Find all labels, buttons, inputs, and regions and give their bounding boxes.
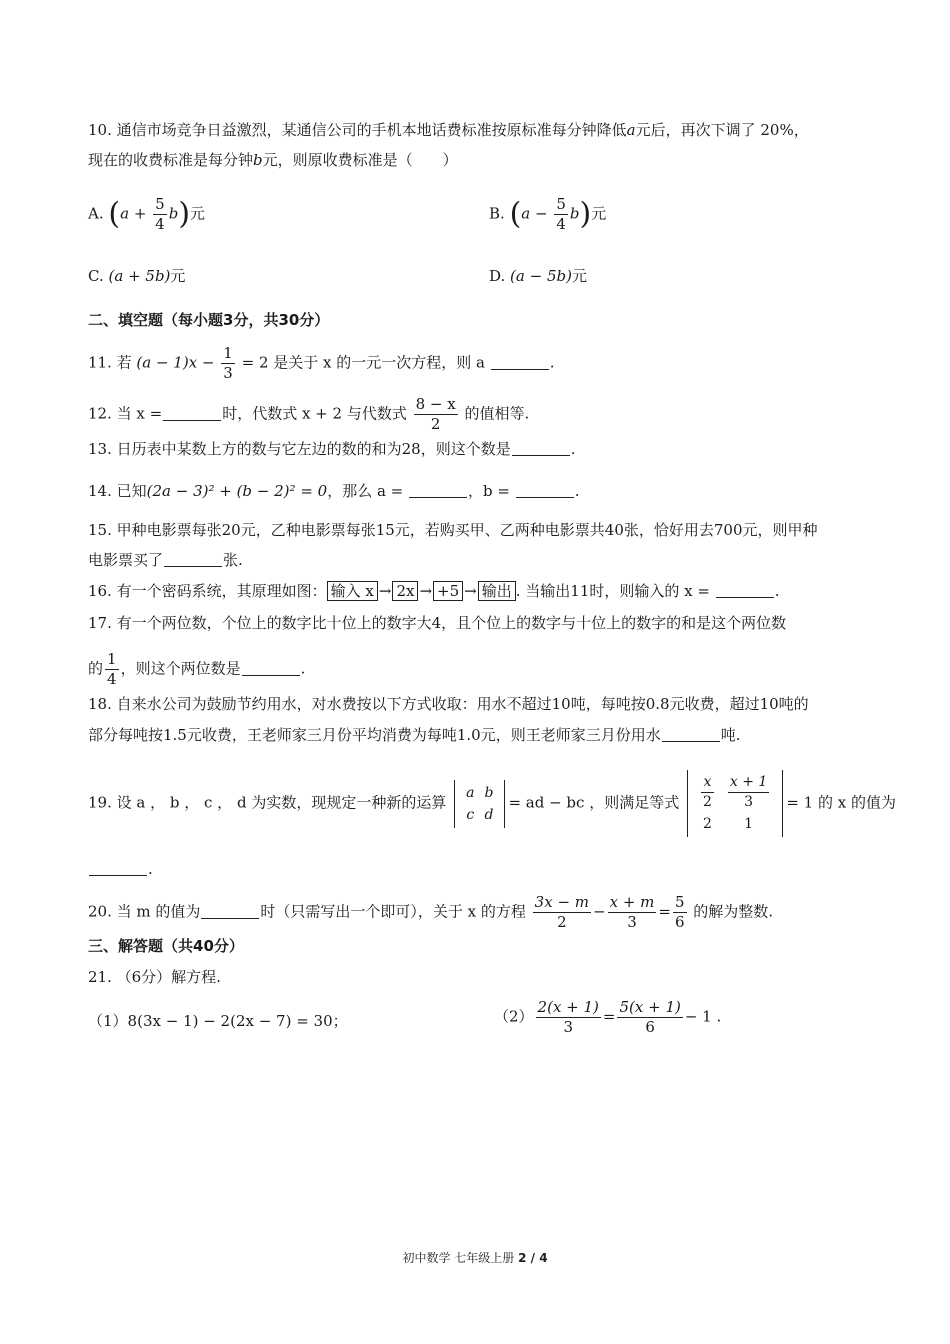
q10-option-a: A. (a + $\frac{5}{4}$ b)元 [88, 195, 206, 233]
page-number: 2 / 4 [518, 1251, 548, 1265]
q18-line1: 18. 自来水公司为鼓励节约用水，对水费按以下方式收取：用水不超过10吨，每吨按0.8元收费，超过10吨的 [88, 695, 809, 713]
flow-box-double: 2x [392, 581, 418, 601]
section-3-heading: 三、解答题（共40分） [88, 937, 244, 955]
q10-option-c: C. (a + 5b)元 [88, 267, 186, 285]
q17-line2: 的 $\frac{1}{4}$ ，则这个两位数是 . [88, 650, 306, 688]
q19-answer-line: . [88, 858, 153, 880]
q20-blank [201, 904, 259, 919]
q15-line1: 15. 甲种电影票每张20元，乙种电影票每张15元，若购买甲、乙两种电影票共40张，恰好用去700元，则甲种 [88, 521, 818, 539]
q13: 13. 日历表中某数上方的数与它左边的数的和为28，则这个数是 . [88, 440, 576, 458]
q21-part2: （2） $\frac{2(x + 1)}{3}$ = $\frac{5(x + 1)}{6}$ − 1 . [494, 998, 722, 1036]
footer-label: 初中数学 七年级上册 [402, 1251, 515, 1265]
arrow-right-icon: → [419, 582, 433, 600]
q13-blank [512, 441, 570, 456]
arrow-right-icon: → [378, 582, 392, 600]
q18-line2: 部分每吨按1.5元收费，王老师家三月份平均消费为每吨1.0元，则王老师家三月份用水 吨. [88, 726, 741, 744]
q12: 12. 当 x = 时，代数式 x + 2 与代数式 $\frac{8 - x}{2}$ 的值相等. [88, 395, 530, 433]
q16: 16. 有一个密码系统，其原理如图： 输入 x → 2x → +5 → 输出 . 当输出11时，则输入的 x = . [88, 582, 780, 600]
q14-blank-a [409, 483, 467, 498]
determinant-equation: $\frac{x}{2}$ $\frac{x + 1}{3}$ 2 1 [687, 770, 783, 837]
flow-box-output: 输出 [478, 581, 516, 601]
q15-line2: 电影票买了 张. [88, 551, 243, 569]
q12-blank [163, 406, 221, 421]
q17-line1: 17. 有一个两位数，个位上的数字比十位上的数字大4，且个位上的数字与十位上的数字的和是这个两位数 [88, 614, 787, 632]
q14: 14. 已知(2a − 3)² + (b − 2)² = 0，那么 a = ，b = . [88, 482, 580, 500]
q15-blank [164, 552, 222, 567]
q16-blank [716, 583, 774, 598]
q19-blank [89, 861, 147, 876]
q11: 11. 若 (a − 1)x − $\frac{1}{3}$ = 2 是关于 x 的一元一次方程，则 a . [88, 344, 555, 382]
determinant-definition: a b c d [454, 780, 505, 828]
q11-blank [491, 355, 549, 370]
q10-line1: 10. 通信市场竞争日益激烈，某通信公司的手机本地话费标准按原标准每分钟降低a元后，再次下调了 20%， [88, 121, 809, 139]
q10-line2: 现在的收费标准是每分钟b元，则原收费标准是（ ） [88, 151, 458, 169]
flow-box-input: 输入 x [327, 581, 378, 601]
q17-blank [242, 661, 300, 676]
q19: 19. 设 a ， b ， c ， d 为实数，现规定一种新的运算 a b c d = ad − bc ，则满足等式 $\frac{x}{2}$ $\frac{x + 1}{3}$ 2 1 = 1 的 x 的值为 [88, 770, 896, 837]
q14-blank-b [516, 483, 574, 498]
q18-blank [662, 727, 720, 742]
q10-option-d: D. (a − 5b)元 [489, 267, 587, 285]
q21-title: 21. （6分）解方程. [88, 968, 221, 986]
q10-option-b: B. (a − $\frac{5}{4}$ b)元 [489, 195, 607, 233]
flow-box-plus5: +5 [433, 581, 463, 601]
q20: 20. 当 m 的值为 时（只需写出一个即可），关于 x 的方程 $\frac{3x - m}{2}$ − $\frac{x + m}{3}$ = $\frac{5}{6}$ 的解为整数. [88, 893, 774, 931]
q21-part1: （1）8(3x − 1) − 2(2x − 7) = 30； [88, 1012, 348, 1030]
arrow-right-icon: → [464, 582, 477, 600]
page-footer [0, 1249, 950, 1266]
section-2-heading: 二、填空题（每小题3分，共30分） [88, 311, 330, 329]
